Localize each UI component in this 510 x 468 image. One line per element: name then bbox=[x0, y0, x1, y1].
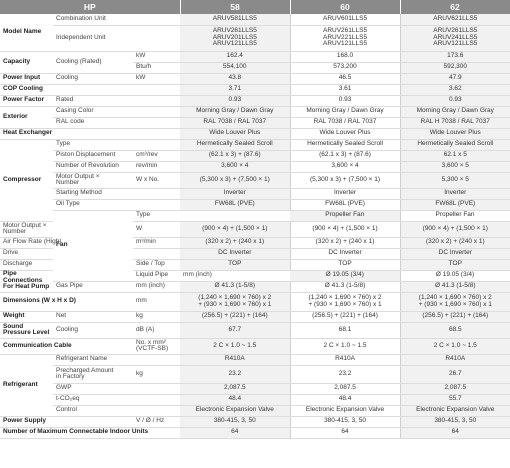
row-item: Piston Displacement bbox=[53, 150, 133, 161]
row-item: Refrigerant Name bbox=[53, 354, 133, 365]
model-header-58: 58 bbox=[180, 0, 290, 14]
value-cell-60: 64 bbox=[290, 427, 400, 438]
value-cell-62: Inverter bbox=[400, 188, 510, 199]
value-cell-60: (256.5) + (221) + (164) bbox=[290, 311, 400, 322]
value-cell-62: Hermetically Sealed Scroll bbox=[400, 139, 510, 150]
value-cell-62: 173.6 bbox=[400, 51, 510, 62]
value-cell-62: 68.5 bbox=[400, 322, 510, 338]
header-row bbox=[0, 0, 510, 14]
value-cell-58: 43.8 bbox=[180, 73, 290, 84]
row-item: Liquid Pipe bbox=[133, 270, 180, 281]
row-unit bbox=[133, 14, 180, 25]
table-row bbox=[0, 311, 510, 322]
row-unit: Side / Top bbox=[133, 259, 180, 270]
row-item: Oil Type bbox=[53, 199, 133, 210]
row-category: Exterior bbox=[0, 106, 53, 128]
table-row bbox=[0, 51, 510, 62]
row-item: Motor Output × Number bbox=[53, 172, 133, 188]
row-category: Power Supply bbox=[0, 416, 133, 427]
value-cell-60: RAL 7038 / RAL 7037 bbox=[290, 117, 400, 128]
value-cell-60: R410A bbox=[290, 354, 400, 365]
table-row bbox=[0, 383, 510, 394]
value-cell-60: Electronic Expansion Valve bbox=[290, 405, 400, 416]
row-unit bbox=[133, 188, 180, 199]
value-cell-60: FW68L (PVE) bbox=[290, 199, 400, 210]
value-cell-58: (900 × 4) + (1,500 × 1) bbox=[180, 221, 290, 237]
value-cell-62: Morning Gray / Dawn Gray bbox=[400, 106, 510, 117]
value-cell-60: 380-415, 3, 50 bbox=[290, 416, 400, 427]
row-category: Dimensions (W x H x D) bbox=[0, 292, 133, 311]
table-row bbox=[0, 292, 510, 311]
value-cell-62: TOP bbox=[400, 259, 510, 270]
value-cell-62: 5,300 × 5 bbox=[400, 172, 510, 188]
value-cell-62: 592,300 bbox=[400, 62, 510, 73]
value-cell-62: (1,240 × 1,690 × 760) x 2 + (930 × 1,690 × 760) x 1 bbox=[400, 292, 510, 311]
value-cell-62: (256.5) + (221) + (164) bbox=[400, 311, 510, 322]
table-row bbox=[0, 95, 510, 106]
value-cell-58: Ø 41.3 (1-5/8) bbox=[180, 281, 290, 292]
row-item: Air Flow Rate (High) bbox=[0, 237, 53, 248]
value-cell-58: (5,300 x 3) + (7,500 × 1) bbox=[180, 172, 290, 188]
row-category: Refrigerant bbox=[0, 354, 53, 416]
row-category: Number of Maximum Connectable Indoor Units bbox=[0, 427, 180, 438]
row-unit: V / Ø / Hz bbox=[133, 416, 180, 427]
row-category: Communication Cable bbox=[0, 338, 133, 354]
value-cell-58: Wide Louver Plus bbox=[180, 128, 290, 139]
table-row bbox=[0, 128, 510, 139]
row-unit bbox=[133, 128, 180, 139]
value-cell-62: ARUV261LLS5 ARUV241LLS5 ARUV121LLS5 bbox=[400, 25, 510, 51]
row-item: Precharged Amount in Factory bbox=[53, 365, 133, 383]
row-item: Type bbox=[53, 139, 133, 150]
value-cell-58: 162.4 bbox=[180, 51, 290, 62]
row-unit bbox=[133, 199, 180, 210]
value-cell-62: (320 x 2) + (240 x 1) bbox=[400, 237, 510, 248]
value-cell-62: Electronic Expansion Valve bbox=[400, 405, 510, 416]
value-cell-60: 573,200 bbox=[290, 62, 400, 73]
row-category: Compressor bbox=[0, 139, 53, 221]
value-cell-62: FW68L (PVE) bbox=[400, 199, 510, 210]
table-row bbox=[0, 73, 510, 84]
value-cell-58: 3.71 bbox=[180, 84, 290, 95]
row-category: Weight bbox=[0, 311, 53, 322]
value-cell-62: 47.9 bbox=[400, 73, 510, 84]
value-cell-60: (62.1 x 3) + (87.6) bbox=[290, 150, 400, 161]
model-header-60: 60 bbox=[290, 0, 400, 14]
value-cell-62: DC Inverter bbox=[400, 248, 510, 259]
table-row bbox=[0, 365, 510, 383]
value-cell-60: 23.2 bbox=[290, 365, 400, 383]
value-cell-58: 23.2 bbox=[180, 365, 290, 383]
row-category: Model Name bbox=[0, 14, 53, 51]
row-item: Net bbox=[53, 311, 133, 322]
value-cell-60: 3,600 × 4 bbox=[290, 161, 400, 172]
table-row bbox=[0, 281, 510, 292]
row-item: Drive bbox=[0, 248, 53, 259]
value-cell-60: (5,300 x 3) + (7,500 × 1) bbox=[290, 172, 400, 188]
row-unit: W x No. bbox=[133, 172, 180, 188]
value-cell-58: 67.7 bbox=[180, 322, 290, 338]
row-unit bbox=[133, 383, 180, 394]
table-row bbox=[0, 139, 510, 150]
row-category: Fan bbox=[53, 210, 133, 281]
row-item: GWP bbox=[53, 383, 133, 394]
row-unit bbox=[133, 117, 180, 128]
value-cell-60: 3.61 bbox=[290, 84, 400, 95]
value-cell-58: (320 x 2) + (240 x 1) bbox=[180, 237, 290, 248]
value-cell-62: 2,087.5 bbox=[400, 383, 510, 394]
value-cell-58: (62.1 x 3) + (87.6) bbox=[180, 150, 290, 161]
table-row bbox=[0, 427, 510, 438]
value-cell-58: 554,100 bbox=[180, 62, 290, 73]
value-cell-60: ARUV261LLS5 ARUV221LLS5 ARUV121LLS5 bbox=[290, 25, 400, 51]
value-cell-62: Wide Louver Plus bbox=[400, 128, 510, 139]
row-item: Motor Output × Number bbox=[0, 221, 53, 237]
row-unit: mm (inch) bbox=[133, 281, 180, 292]
row-item: Combination Unit bbox=[53, 14, 133, 25]
table-row bbox=[0, 416, 510, 427]
row-unit bbox=[133, 405, 180, 416]
value-cell-58: Electronic Expansion Valve bbox=[180, 405, 290, 416]
value-cell-60: TOP bbox=[290, 259, 400, 270]
value-cell-62: 2 C × 1.0 ~ 1.5 bbox=[400, 338, 510, 354]
value-cell-58: R410A bbox=[180, 354, 290, 365]
table-row bbox=[0, 394, 510, 405]
table-row bbox=[0, 106, 510, 117]
row-unit: kW bbox=[133, 51, 180, 62]
row-category: COP Cooling bbox=[0, 84, 133, 95]
value-cell-60: (900 × 4) + (1,500 × 1) bbox=[290, 221, 400, 237]
value-cell-62: 55.7 bbox=[400, 394, 510, 405]
value-cell-60: 2,087.5 bbox=[290, 383, 400, 394]
model-header-62: 62 bbox=[400, 0, 510, 14]
value-cell-58: RAL 7038 / RAL 7037 bbox=[180, 117, 290, 128]
row-item: Cooling bbox=[53, 322, 133, 338]
value-cell-62: ARUV621LLS5 bbox=[400, 14, 510, 25]
row-category: Power Factor bbox=[0, 95, 53, 106]
row-item: Independent Unit bbox=[53, 25, 133, 51]
value-cell-58: ARUV261LLS5 ARUV201LLS5 ARUV121LLS5 bbox=[180, 25, 290, 51]
row-item: Rated bbox=[53, 95, 133, 106]
table-row bbox=[0, 84, 510, 95]
value-cell-60: 0.93 bbox=[290, 95, 400, 106]
table-row bbox=[0, 199, 510, 210]
value-cell-60: Inverter bbox=[290, 188, 400, 199]
row-item: Casing Color bbox=[53, 106, 133, 117]
value-cell-62: RAL H 7038 / RAL 7037 bbox=[400, 117, 510, 128]
row-unit: rev/min bbox=[133, 161, 180, 172]
row-category: Pipe Connections For Heat Pump bbox=[0, 270, 53, 292]
value-cell-62: 62.1 x 5 bbox=[400, 150, 510, 161]
table-row bbox=[0, 405, 510, 416]
table-row bbox=[0, 338, 510, 354]
spec-body bbox=[0, 14, 510, 438]
row-unit: dB (A) bbox=[133, 322, 180, 338]
value-cell-58: ARUV581LLS5 bbox=[180, 14, 290, 25]
row-item: Number of Revolution bbox=[53, 161, 133, 172]
value-cell-58: 64 bbox=[180, 427, 290, 438]
value-cell-58: Ø 19.05 (3/4) bbox=[290, 270, 400, 281]
value-cell-58: DC Inverter bbox=[180, 248, 290, 259]
value-cell-60: 168.0 bbox=[290, 51, 400, 62]
row-item: Gas Pipe bbox=[53, 281, 133, 292]
value-cell-58: FW68L (PVE) bbox=[180, 199, 290, 210]
row-unit: kg bbox=[133, 365, 180, 383]
row-item: t-CO₂eq bbox=[53, 394, 133, 405]
value-cell-62: 26.7 bbox=[400, 365, 510, 383]
row-item: Starting Method bbox=[53, 188, 133, 199]
value-cell-58: Propeller Fan bbox=[290, 210, 400, 221]
value-cell-58: 48.4 bbox=[180, 394, 290, 405]
row-unit bbox=[133, 25, 180, 51]
value-cell-60: 2 C × 1.0 ~ 1.5 bbox=[290, 338, 400, 354]
value-cell-62: 64 bbox=[400, 427, 510, 438]
row-unit bbox=[180, 210, 290, 221]
table-row bbox=[0, 117, 510, 128]
row-unit bbox=[133, 95, 180, 106]
value-cell-58: 0.93 bbox=[180, 95, 290, 106]
value-cell-60: Propeller Fan bbox=[400, 210, 510, 221]
value-cell-62: Ø 41.3 (1-5/8) bbox=[400, 281, 510, 292]
hp-header: HP bbox=[0, 0, 180, 14]
table-row bbox=[0, 172, 510, 188]
row-unit bbox=[133, 248, 180, 259]
value-cell-60: Ø 41.3 (1-5/8) bbox=[290, 281, 400, 292]
row-unit: mm bbox=[133, 292, 180, 311]
value-cell-60: ARUV601LLS5 bbox=[290, 14, 400, 25]
value-cell-62: 380-415, 3, 50 bbox=[400, 416, 510, 427]
value-cell-58: Hermetically Sealed Scroll bbox=[180, 139, 290, 150]
row-unit: mm (inch) bbox=[180, 270, 290, 281]
table-row bbox=[0, 150, 510, 161]
value-cell-62: 3,600 × 5 bbox=[400, 161, 510, 172]
value-cell-60: Morning Gray / Dawn Gray bbox=[290, 106, 400, 117]
value-cell-60: Ø 19.05 (3/4) bbox=[400, 270, 510, 281]
value-cell-58: 2 C × 1.0 ~ 1.5 bbox=[180, 338, 290, 354]
value-cell-58: Inverter bbox=[180, 188, 290, 199]
row-item: Discharge bbox=[0, 259, 53, 270]
value-cell-58: 380-415, 3, 50 bbox=[180, 416, 290, 427]
row-unit: Btu/h bbox=[133, 62, 180, 73]
row-unit: W bbox=[133, 221, 180, 237]
row-unit bbox=[133, 106, 180, 117]
value-cell-60: DC Inverter bbox=[290, 248, 400, 259]
row-unit bbox=[133, 394, 180, 405]
value-cell-58: (256.5) + (221) + (164) bbox=[180, 311, 290, 322]
row-unit: cm³/rev bbox=[133, 150, 180, 161]
row-item: RAL code bbox=[53, 117, 133, 128]
table-row bbox=[0, 322, 510, 338]
row-category: Capacity bbox=[0, 51, 53, 73]
table-row bbox=[0, 161, 510, 172]
value-cell-60: Hermetically Sealed Scroll bbox=[290, 139, 400, 150]
table-row bbox=[0, 354, 510, 365]
row-unit bbox=[133, 139, 180, 150]
value-cell-58: TOP bbox=[180, 259, 290, 270]
row-item: Cooling bbox=[53, 73, 133, 84]
row-item: Type bbox=[133, 210, 180, 221]
table-row bbox=[0, 210, 510, 221]
value-cell-58: 3,600 × 4 bbox=[180, 161, 290, 172]
row-category: Power Input bbox=[0, 73, 53, 84]
value-cell-60: Wide Louver Plus bbox=[290, 128, 400, 139]
row-unit: No. x mm² (VCTF-SB) bbox=[133, 338, 180, 354]
value-cell-58: Morning Gray / Dawn Gray bbox=[180, 106, 290, 117]
row-unit bbox=[133, 84, 180, 95]
table-row bbox=[0, 25, 510, 51]
row-category: Sound Pressure Level bbox=[0, 322, 53, 338]
value-cell-58: 2,087.5 bbox=[180, 383, 290, 394]
value-cell-62: 3.62 bbox=[400, 84, 510, 95]
row-unit bbox=[133, 354, 180, 365]
row-unit: m³/min bbox=[133, 237, 180, 248]
value-cell-60: (320 x 2) + (240 x 1) bbox=[290, 237, 400, 248]
value-cell-62: R410A bbox=[400, 354, 510, 365]
table-row bbox=[0, 14, 510, 25]
value-cell-60: (1,240 × 1,690 × 760) x 2 + (930 × 1,690 × 760) x 1 bbox=[290, 292, 400, 311]
value-cell-60: 48.4 bbox=[290, 394, 400, 405]
row-unit: kW bbox=[133, 73, 180, 84]
value-cell-62: (900 × 4) + (1,500 × 1) bbox=[400, 221, 510, 237]
row-item: Cooling (Rated) bbox=[53, 51, 133, 73]
row-category: Heat Exchanger bbox=[0, 128, 133, 139]
row-item: Control bbox=[53, 405, 133, 416]
table-row bbox=[0, 188, 510, 199]
value-cell-62: 0.93 bbox=[400, 95, 510, 106]
row-unit: kg bbox=[133, 311, 180, 322]
value-cell-60: 68.1 bbox=[290, 322, 400, 338]
value-cell-60: 46.5 bbox=[290, 73, 400, 84]
value-cell-58: (1,240 × 1,690 × 760) x 2 + (930 × 1,690 × 760) x 1 bbox=[180, 292, 290, 311]
